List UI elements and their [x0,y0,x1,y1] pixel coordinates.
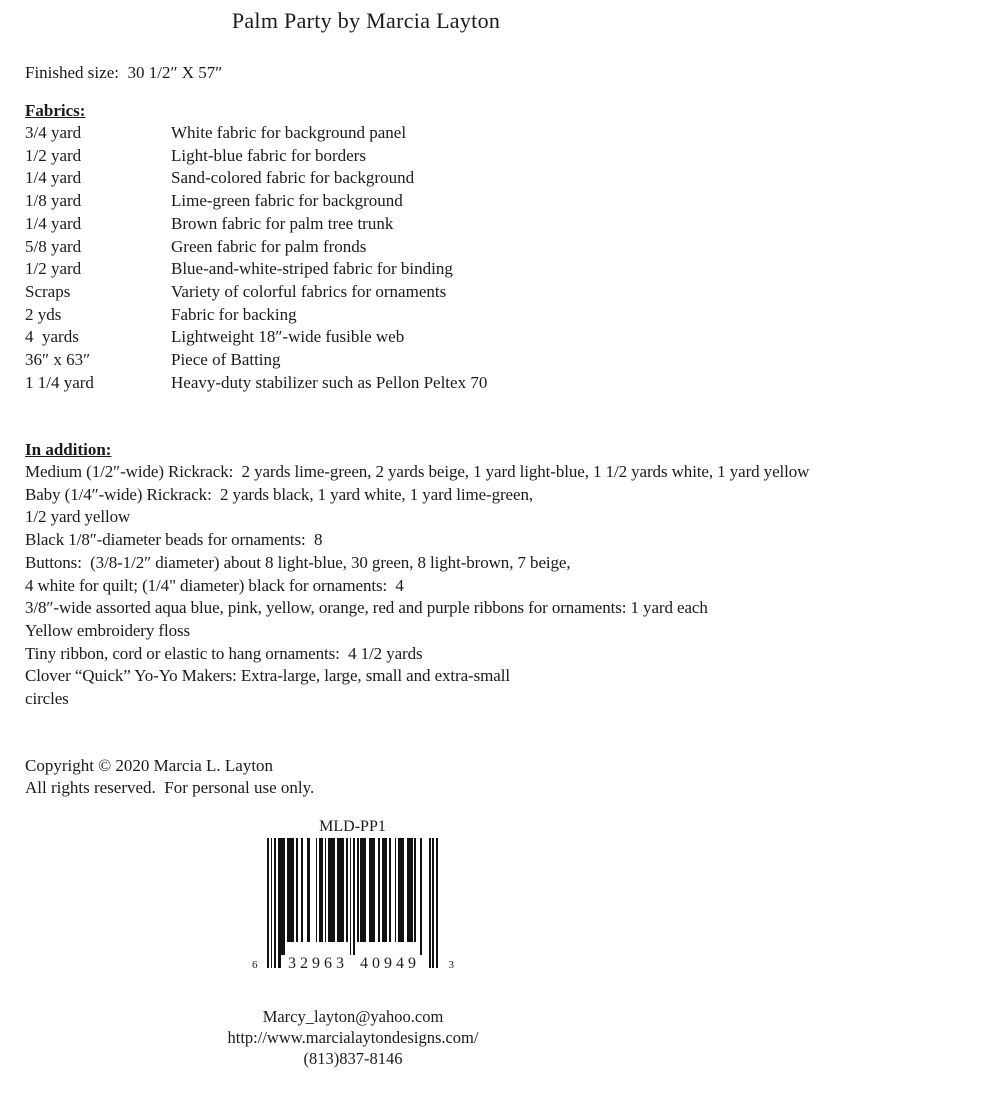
fabric-quantity: 1 1/4 yard [25,372,94,392]
fabric-description: Piece of Batting [171,350,281,370]
fabric-description: White fabric for background panel [171,123,407,142]
fabric-description: Heavy-duty stabilizer such as Pellon Peltex 70 [171,372,488,392]
fabric-quantity: 1/4 yard [25,168,82,188]
in-addition-line: circles [25,689,69,709]
website-text: http://www.marcialaytondesigns.com/ [227,1027,479,1047]
barcode-left-group: 32963 [281,955,355,973]
contact-footer [0,1007,706,1069]
fabric-quantity: Scraps [25,281,71,301]
fabric-quantity: 1/8 yard [25,191,82,211]
fabric-row [25,236,487,259]
fabric-row [25,281,487,304]
email-text: Marcy_layton@yahoo.com [262,1007,444,1026]
barcode-right-digit: 3 [448,959,454,971]
in-addition-line: 1/2 yard yellow [25,507,131,527]
fabric-row [25,213,487,236]
finished-size: Finished size: 30 1/2″ X 57″ [25,63,223,82]
in-addition-list [25,461,990,711]
in-addition-line: Yellow embroidery floss [25,620,191,640]
in-addition-line: Medium (1/2″-wide) Rickrack: 2 yards lime-green, 2 yards beige, 1 yard light-blue, 1 1/2 yards white, 1 yard yellow [25,462,810,481]
phone-text: (813)837-8146 [303,1048,403,1068]
in-addition-line: Tiny ribbon, cord or elastic to hang ornaments: 4 1/2 yards [25,643,423,663]
fabrics-section [25,99,487,394]
fabric-description: Brown fabric for palm tree trunk [171,213,394,233]
fabric-description: Lime-green fabric for background [171,191,403,211]
fabric-quantity: 4 yards [25,327,79,347]
fabric-row [25,304,487,327]
fabric-row [25,372,487,395]
fabric-quantity: 3/4 yard [25,123,82,142]
fabric-quantity: 2 yds [25,304,62,324]
copyright-block [25,755,314,798]
in-addition-section [25,438,990,711]
fabric-description: Fabric for backing [171,304,297,324]
fabric-row [25,258,487,281]
barcode-bars [252,838,454,972]
in-addition-line: Baby (1/4″-wide) Rickrack: 2 yards black, 1 yard white, 1 yard lime-green, [25,484,533,504]
in-addition-line: Buttons: (3/8-1/2″ diameter) about 8 light-blue, 30 green, 8 light-brown, 7 beige, [25,552,571,572]
fabrics-heading: Fabrics: [25,101,86,120]
copyright-line: Copyright © 2020 Marcia L. Layton [25,756,274,775]
in-addition-line: 4 white for quilt; (1/4" diameter) black for ornaments: 4 [25,575,404,595]
fabric-row [25,122,487,145]
fabric-quantity: 5/8 yard [25,236,82,256]
fabric-quantity: 1/2 yard [25,259,82,279]
fabric-description: Lightweight 18″-wide fusible web [171,327,405,347]
barcode-module [436,838,438,968]
in-addition-line: Black 1/8″-diameter beads for ornaments: 8 [25,530,323,550]
barcode-block [252,817,454,972]
barcode-sku-label: MLD-PP1 [319,818,386,835]
fabric-quantity: 1/2 yard [25,145,82,165]
in-addition-line: 3/8″-wide assorted aqua blue, pink, yellow, orange, red and purple ribbons for ornaments: 1 yard each [25,598,708,618]
fabric-description: Green fabric for palm fronds [171,236,367,256]
page-title: Palm Party by Marcia Layton [231,8,501,33]
in-addition-line: Clover “Quick” Yo-Yo Makers: Extra-large, large, small and extra-small [25,666,510,686]
fabric-row [25,145,487,168]
fabric-quantity: 36″ x 63″ [25,350,91,370]
fabric-row [25,167,487,190]
fabric-row [25,326,487,349]
rights-line: All rights reserved. For personal use only. [25,777,315,797]
barcode-left-digit: 6 [252,959,258,971]
fabric-description: Light-blue fabric for borders [171,145,366,165]
fabrics-list [25,122,487,394]
fabric-row [25,190,487,213]
in-addition-heading: In addition: [25,440,112,459]
fabric-row [25,349,487,372]
fabric-quantity: 1/4 yard [25,213,82,233]
fabric-description: Variety of colorful fabrics for ornaments [171,281,447,301]
fabric-description: Sand-colored fabric for background [171,168,415,188]
fabric-description: Blue-and-white-striped fabric for binding [171,259,453,279]
barcode-right-group: 40949 [353,955,427,973]
